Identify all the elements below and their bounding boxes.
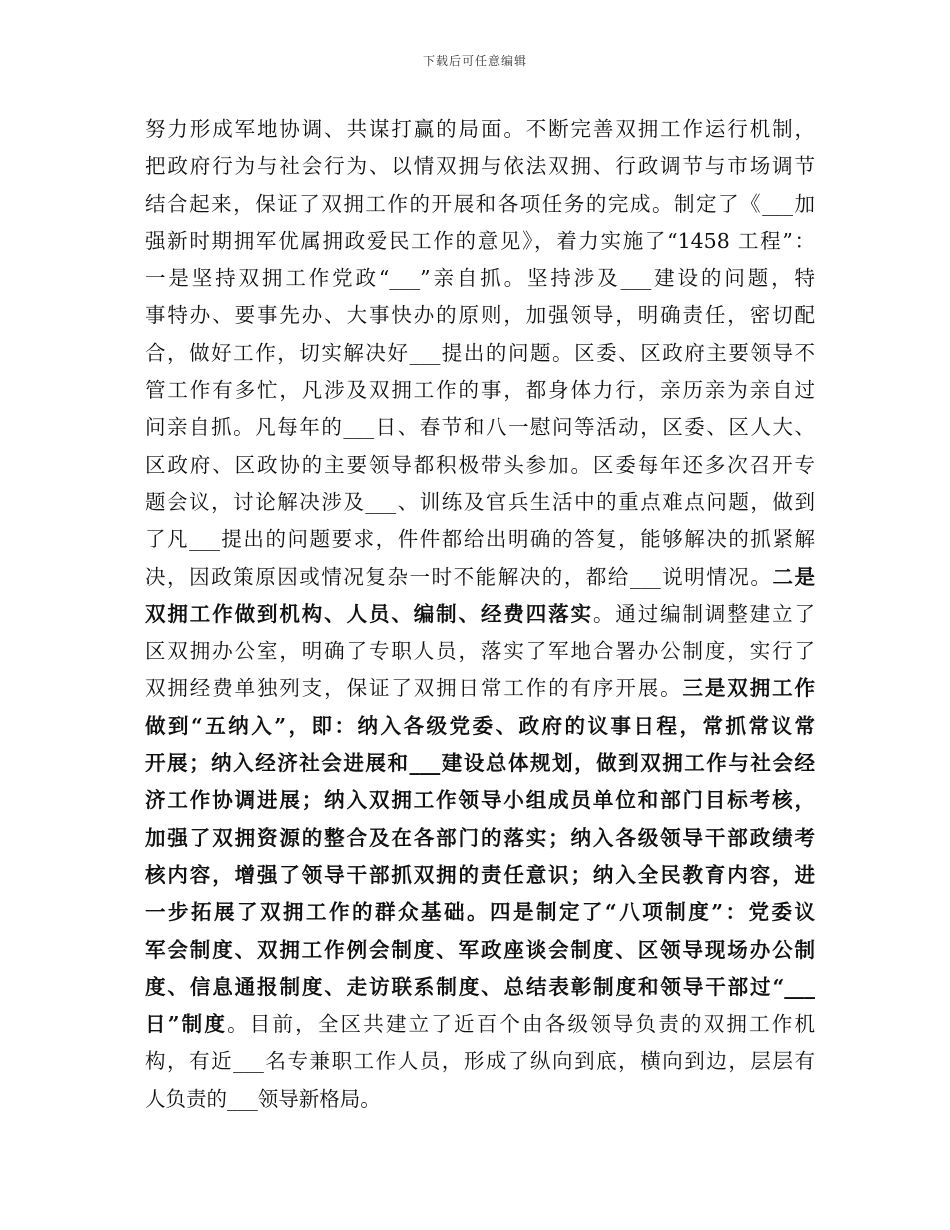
text-run: 把政府行为与社会行为、以情双拥与依法双拥、行政调节与市场调节 (145, 154, 815, 179)
text-line (145, 447, 815, 484)
text-line (145, 1043, 815, 1080)
text-run: 结合起来，保证了双拥工作的开展和各项任务的完成。制定了《___加 (145, 191, 815, 216)
text-run: 。目前，全区共建立了近百个由各级领导负责的双拥工作机 (227, 1012, 815, 1037)
text-run: 区政府、区政协的主要领导都积极带头参加。区委每年还多次召开专 (145, 452, 815, 477)
bold-text-run: 日”制度 (145, 1012, 228, 1037)
text-line (145, 335, 815, 372)
text-line (145, 745, 815, 782)
text-run: 问亲自抓。凡每年的___日、春节和八一慰问等活动，区委、区人大、 (145, 415, 815, 440)
text-line (145, 932, 815, 969)
bold-text-run: 双拥工作做到机构、人员、编制、经费四落实 (145, 601, 593, 626)
text-run: 强新时期拥军优属拥政爱民工作的意见》，着力实施了“1458 工程”： (145, 228, 815, 253)
text-line (145, 782, 815, 819)
text-line (145, 223, 815, 260)
text-line (145, 969, 815, 1006)
text-run: 决，因政策原因或情况复杂一时不能解决的，都给___说明情况。 (145, 564, 773, 589)
text-run: 。通过编制调整建立了 (592, 601, 816, 626)
text-run: 题会议，讨论解决涉及___、训练及官兵生活中的重点难点问题，做到 (145, 489, 815, 514)
text-line (145, 484, 815, 521)
text-line (145, 186, 815, 223)
text-line (145, 409, 815, 446)
bold-text-run: 核内容，增强了领导干部抓双拥的责任意识；纳入全民教育内容，进 (145, 862, 815, 887)
text-run: 努力形成军地协调、共谋打赢的局面。不断完善双拥工作运行机制， (145, 117, 815, 141)
text-run: 事特办、要事先办、大事快办的原则，加强领导，明确责任，密切配 (145, 303, 815, 328)
text-line (145, 111, 815, 148)
text-line (145, 820, 815, 857)
text-line (145, 1006, 815, 1043)
bold-text-run: 度、信息通报制度、走访联系制度、总结表彰制度和领导干部过“___ (145, 974, 815, 999)
text-line (145, 596, 815, 633)
bold-text-run: 开展；纳入经济社会进展和___建设总体规划，做到双拥工作与社会经 (145, 751, 815, 776)
text-line (145, 633, 815, 670)
bold-text-run: 二是 (772, 564, 816, 589)
bold-text-run: 加强了双拥资源的整合及在各部门的落实；纳入各级领导干部政绩考 (145, 825, 815, 850)
bold-text-run: 一步拓展了双拥工作的群众基础。四是制定了“八项制度”：党委议 (145, 900, 815, 925)
text-line (145, 521, 815, 558)
text-run: 一是坚持双拥工作党政“___”亲自抓。坚持涉及___建设的问题，特 (145, 266, 815, 291)
text-line (145, 1081, 815, 1118)
text-line (145, 708, 815, 745)
text-run: 合，做好工作，切实解决好___提出的问题。区委、区政府主要领导不 (145, 340, 815, 365)
page-header: 下载后可任意编辑 (422, 54, 527, 68)
text-line (145, 857, 815, 894)
text-line (145, 148, 815, 185)
bold-text-run: 济工作协调进展；纳入双拥工作领导小组成员单位和部门目标考核， (145, 788, 815, 813)
text-run: 区双拥办公室，明确了专职人员，落实了军地合署办公制度，实行了 (145, 639, 815, 664)
text-run: 人负责的___领导新格局。 (145, 1086, 381, 1111)
text-run: 管工作有多忙，凡涉及双拥工作的事，都身体力行，亲历亲为亲自过 (145, 378, 815, 403)
text-line (145, 670, 815, 707)
text-line (145, 260, 815, 297)
text-run: 了凡___提出的问题要求，件件都给出明确的答复，能够解决的抓紧解 (145, 527, 815, 552)
bold-text-run: 三是双拥工作 (682, 676, 815, 701)
text-line (145, 297, 815, 334)
bold-text-run: 军会制度、双拥工作例会制度、军政座谈会制度、区领导现场办公制 (145, 937, 815, 962)
text-run: 构，有近___名专兼职工作人员，形成了纵向到底，横向到边，层层有 (145, 1049, 815, 1074)
text-line (145, 894, 815, 931)
text-run: 双拥经费单独列支，保证了双拥日常工作的有序开展。 (145, 676, 683, 701)
text-line (145, 559, 815, 596)
text-line (145, 372, 815, 409)
bold-text-run: 做到“五纳入”，即：纳入各级党委、政府的议事日程，常抓常议常 (145, 713, 815, 738)
document-body (145, 111, 815, 1118)
